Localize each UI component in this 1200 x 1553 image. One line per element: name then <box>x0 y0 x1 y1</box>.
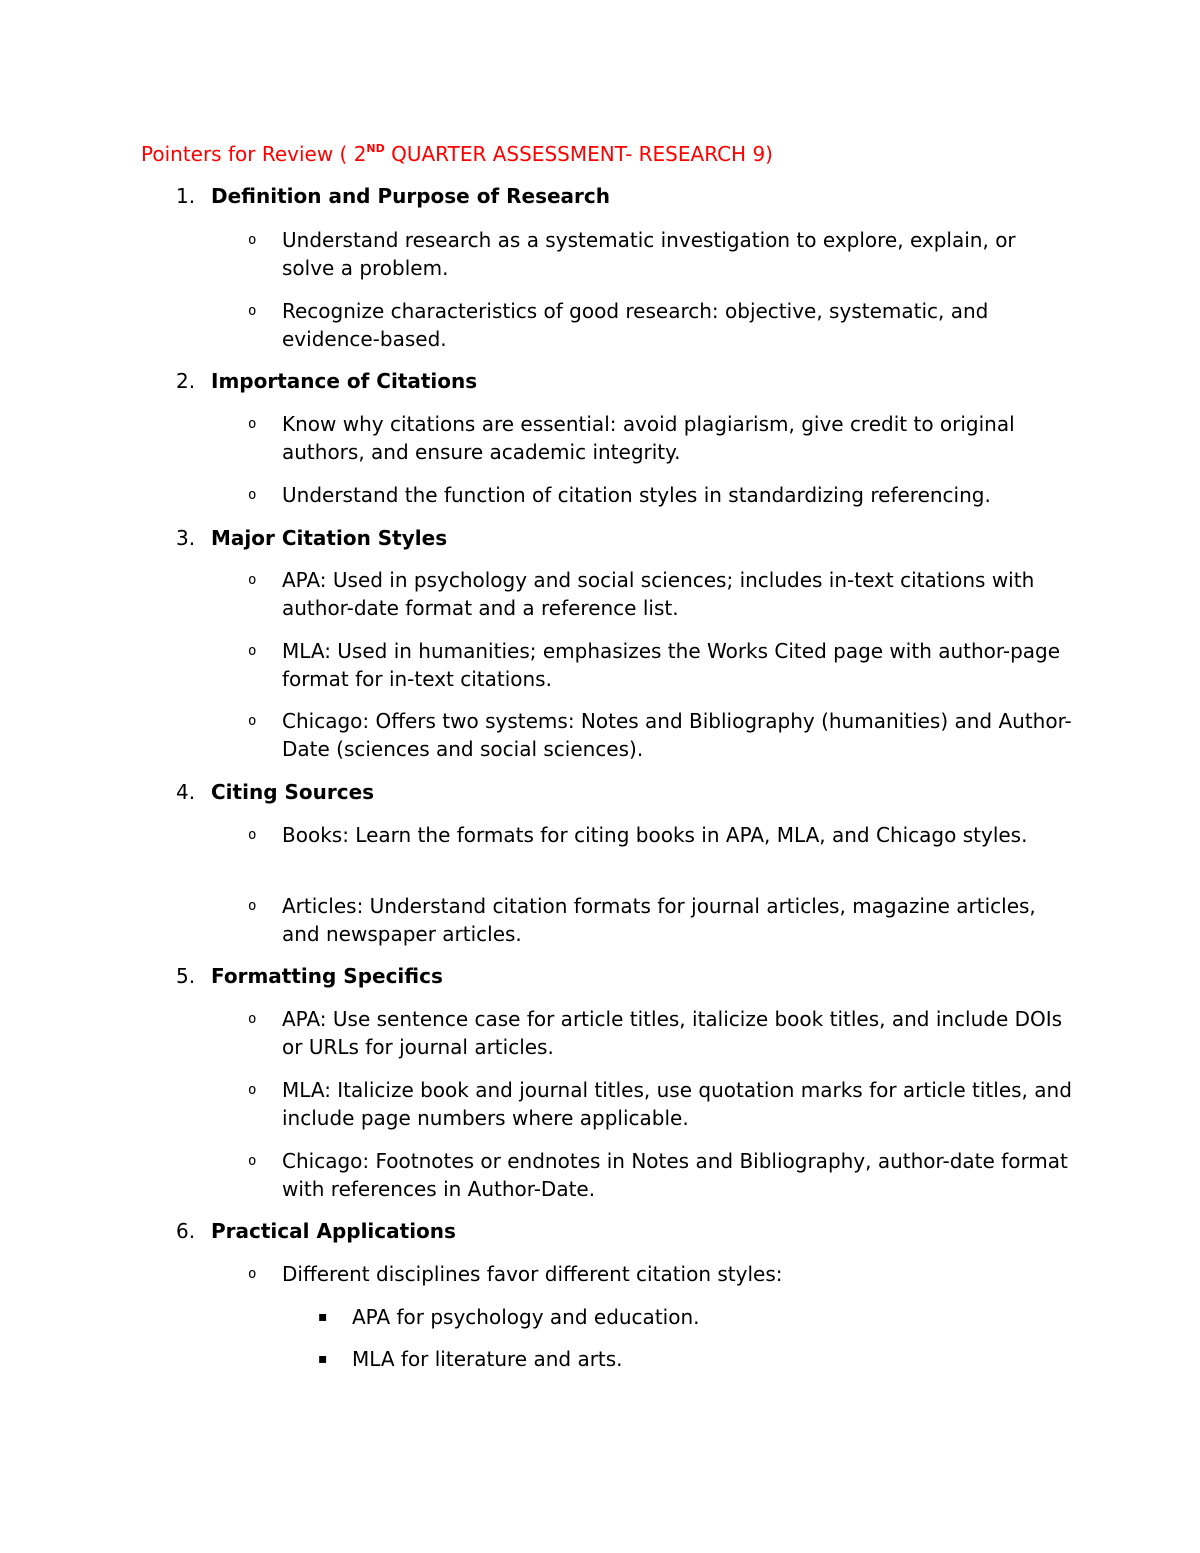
section-heading <box>176 778 374 806</box>
section-heading-label: Citing Sources <box>211 780 375 804</box>
section-heading <box>176 962 443 990</box>
section-number: 3. <box>176 526 196 550</box>
list-item-text: Understand research as a systematic investigation to explore, explain, or solve a problem. <box>282 228 1016 280</box>
circle-bullet-icon: o <box>248 487 257 503</box>
circle-bullet-icon: o <box>248 713 257 729</box>
square-bullet-icon: ▪ <box>318 1351 328 1367</box>
section-number: 4. <box>176 780 196 804</box>
section-heading <box>176 1217 456 1245</box>
circle-bullet-icon: o <box>248 303 257 319</box>
section-heading-label: Importance of Citations <box>211 369 478 393</box>
list-item-text: Recognize characteristics of good research: objective, systematic, and evidence-based. <box>282 299 989 351</box>
section-number: 5. <box>176 964 196 988</box>
sub-list-item-text: APA for psychology and education. <box>352 1305 700 1329</box>
list-item-text: MLA: Italicize book and journal titles, use quotation marks for article titles, and include page numbers where applicable. <box>282 1078 1072 1130</box>
title-prefix: Pointers for Review ( 2 <box>141 142 367 166</box>
list-item-text: Books: Learn the formats for citing books in APA, MLA, and Chicago styles. <box>282 823 1028 847</box>
sub-list-item-text: MLA for literature and arts. <box>352 1347 623 1371</box>
section-heading <box>176 182 610 210</box>
section-number: 2. <box>176 369 196 393</box>
list-item-text: Understand the function of citation styles in standardizing referencing. <box>282 483 991 507</box>
circle-bullet-icon: o <box>248 1011 257 1027</box>
section-heading-label: Definition and Purpose of Research <box>211 184 610 208</box>
square-bullet-icon: ▪ <box>318 1309 328 1325</box>
list-item-text: Articles: Understand citation formats for journal articles, magazine articles, and newspaper articles. <box>282 894 1036 946</box>
section-number: 6. <box>176 1219 196 1243</box>
list-item-text: Chicago: Offers two systems: Notes and Bibliography (humanities) and Author-Date (sciences and social sciences). <box>282 709 1072 761</box>
list-item-text: APA: Use sentence case for article titles, italicize book titles, and include DOIs or URLs for journal articles. <box>282 1007 1063 1059</box>
section-heading <box>176 367 477 395</box>
section-heading <box>176 524 447 552</box>
section-heading-label: Practical Applications <box>211 1219 456 1243</box>
section-heading-label: Formatting Specifics <box>211 964 443 988</box>
title-superscript: ND <box>366 142 385 155</box>
circle-bullet-icon: o <box>248 1082 257 1098</box>
circle-bullet-icon: o <box>248 1153 257 1169</box>
circle-bullet-icon: o <box>248 827 257 843</box>
circle-bullet-icon: o <box>248 416 257 432</box>
section-number: 1. <box>176 184 196 208</box>
section-heading-label: Major Citation Styles <box>211 526 448 550</box>
list-item-text: MLA: Used in humanities; emphasizes the Works Cited page with author-page format for in-text citations. <box>282 639 1061 691</box>
page-title <box>141 140 773 168</box>
circle-bullet-icon: o <box>248 1266 257 1282</box>
circle-bullet-icon: o <box>248 643 257 659</box>
list-item-text: Chicago: Footnotes or endnotes in Notes and Bibliography, author-date format with references in Author-Date. <box>282 1149 1068 1201</box>
list-item-text: Different disciplines favor different citation styles: <box>282 1262 783 1286</box>
title-suffix: QUARTER ASSESSMENT- RESEARCH 9) <box>384 142 773 166</box>
list-item-text: Know why citations are essential: avoid plagiarism, give credit to original authors, and ensure academic integrity. <box>282 412 1015 464</box>
circle-bullet-icon: o <box>248 232 257 248</box>
list-item-text: APA: Used in psychology and social sciences; includes in-text citations with author-date format and a reference list. <box>282 568 1035 620</box>
circle-bullet-icon: o <box>248 898 257 914</box>
circle-bullet-icon: o <box>248 572 257 588</box>
